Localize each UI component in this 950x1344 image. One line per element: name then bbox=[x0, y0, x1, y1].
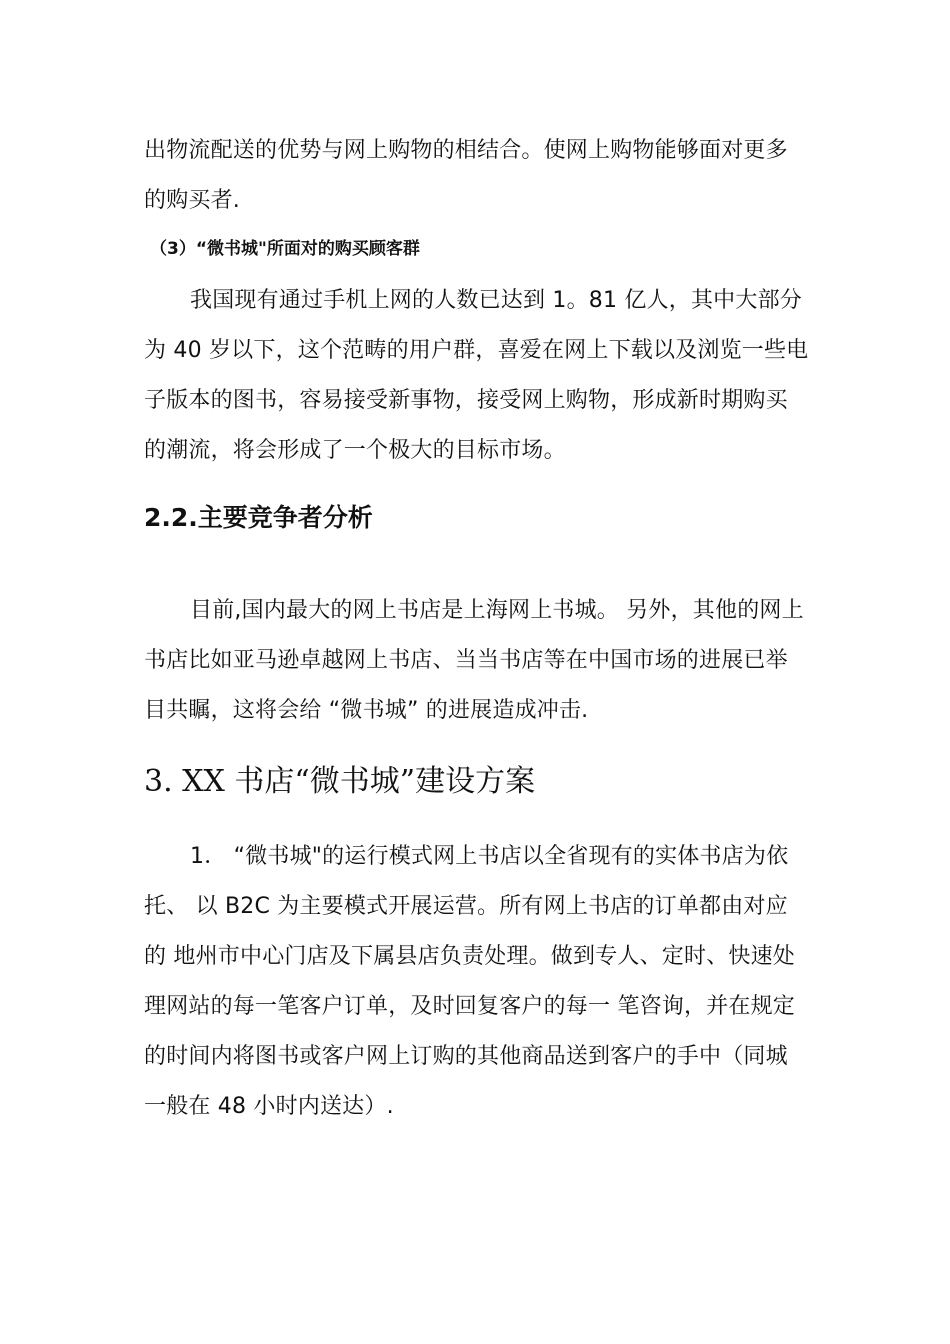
paragraph-line: 目共瞩，这将会给 “微书城” 的进展造成冲击. bbox=[144, 698, 589, 723]
chapter-heading: 3. XX 书店“微书城”建设方案 bbox=[144, 764, 536, 799]
paragraph-line: 托、 以 B2C 为主要模式开展运营。所有网上书店的订单都由对应 bbox=[144, 894, 788, 919]
paragraph-line: 书店比如亚马逊卓越网上书店、当当书店等在中国市场的进展已举 bbox=[144, 648, 788, 673]
subheading: （3）“微书城"所面对的购买顾客群 bbox=[150, 239, 420, 259]
paragraph-line: 理网站的每一笔客户订单，及时回复客户的每一 笔咨询，并在规定 bbox=[144, 994, 795, 1019]
paragraph-line: 为 40 岁以下，这个范畴的用户群，喜爱在网上下载以及浏览一些电 bbox=[144, 338, 809, 363]
paragraph-line: 的时间内将图书或客户网上订购的其他商品送到客户的手中（同城 bbox=[144, 1044, 788, 1069]
paragraph-line: 我国现有通过手机上网的人数已达到 1。81 亿人，其中大部分 bbox=[190, 288, 802, 313]
paragraph-line: 目前,国内最大的网上书店是上海网上书城。 另外，其他的网上 bbox=[190, 598, 804, 623]
paragraph-line: 出物流配送的优势与网上购物的相结合。使网上购物能够面对更多 bbox=[144, 138, 788, 163]
paragraph-line: 一般在 48 小时内送达）. bbox=[144, 1094, 394, 1119]
paragraph-line: 1． “微书城"的运行模式网上书店以全省现有的实体书店为依 bbox=[190, 844, 789, 869]
paragraph-line: 的 地州市中心门店及下属县店负责处理。做到专人、定时、快速处 bbox=[144, 944, 795, 969]
paragraph-line: 子版本的图书，容易接受新事物，接受网上购物，形成新时期购买 bbox=[144, 388, 788, 413]
paragraph-line: 的购买者. bbox=[144, 188, 240, 213]
paragraph-line: 的潮流，将会形成了一个极大的目标市场。 bbox=[144, 438, 566, 463]
section-heading: 2.2.主要竞争者分析 bbox=[144, 503, 373, 532]
